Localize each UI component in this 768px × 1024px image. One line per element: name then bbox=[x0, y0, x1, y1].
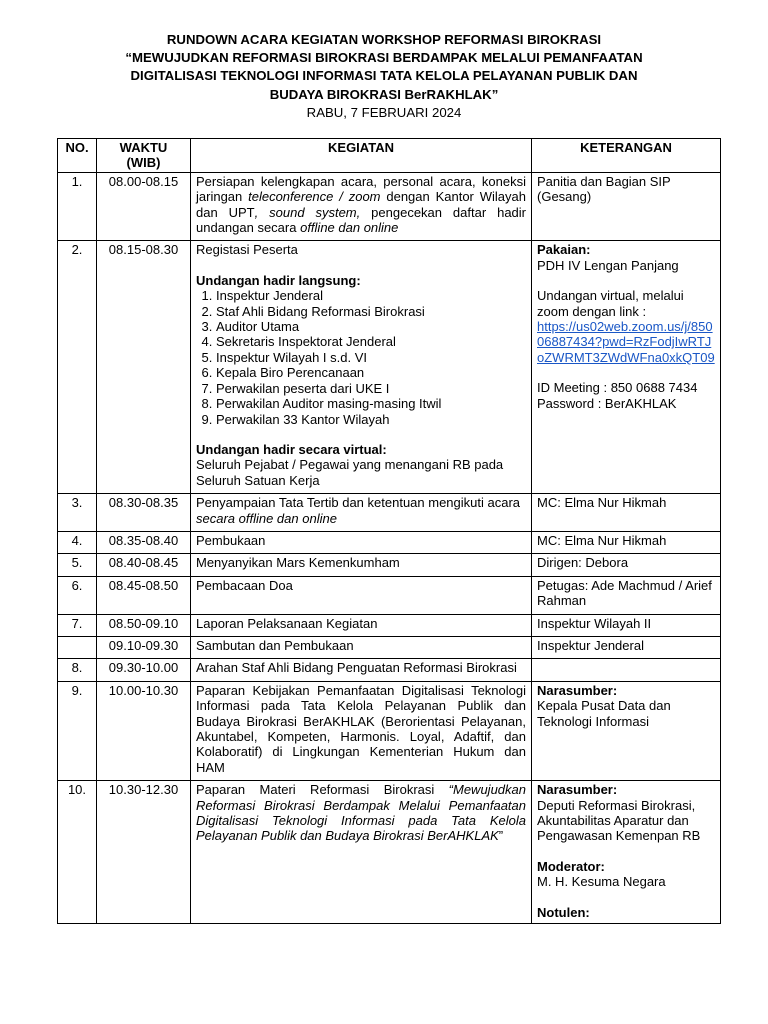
activity-text-italic: offline dan online bbox=[300, 220, 399, 236]
list-item: 8. Perwakilan Auditor masing-masing Itwil bbox=[216, 396, 526, 411]
table-row bbox=[58, 781, 721, 924]
row-note bbox=[532, 681, 721, 780]
activity-text: dengan Kantor Wilayah dan UPT bbox=[196, 189, 526, 220]
header-theme-line-3: BUDAYA BIROKRASI BerRAKHLAK” bbox=[269, 86, 499, 102]
zoom-link[interactable]: https://us02web.zoom.us/j/85006887434?pwd=RzFodjIwRTJoZWRMT3ZWdWFna0xkQT09 bbox=[537, 319, 715, 365]
row-number: 9. bbox=[58, 681, 97, 780]
row-number: 3. bbox=[58, 494, 97, 532]
row-time: 10.00-10.30 bbox=[97, 681, 191, 780]
activity-text-italic: “Mewujudkan Reformasi Birokrasi Berdampak Melalui Pemanfaatan Digitalisasi Teknologi Informasi pada Tata Kelola Pelayanan Publik dan Budaya Birokrasi BerAHKLAK bbox=[196, 782, 526, 844]
row-note bbox=[532, 659, 721, 681]
row-time: 08.15-08.30 bbox=[97, 241, 191, 494]
row-time: 08.00-08.15 bbox=[97, 172, 191, 241]
note-text: Deputi Reformasi Birokrasi, Akuntabilitas Aparatur dan Pengawasan Kemenpan RB bbox=[537, 797, 701, 844]
list-item: 7. Perwakilan peserta dari UKE I bbox=[216, 381, 526, 396]
row-number: 4. bbox=[58, 531, 97, 553]
row-time: 09.30-10.00 bbox=[97, 659, 191, 681]
row-note: Petugas: Ade Machmud / Arief Rahman bbox=[532, 576, 721, 614]
meeting-password: Password : BerAKHLAK bbox=[537, 395, 677, 411]
list-item: 1. Inspektur Jenderal bbox=[216, 288, 526, 303]
row-number: 7. bbox=[58, 614, 97, 636]
list-item: 2. Staf Ahli Bidang Reformasi Birokrasi bbox=[216, 304, 526, 319]
table-row bbox=[58, 576, 721, 614]
list-item: 4. Sekretaris Inspektorat Jenderal bbox=[216, 334, 526, 349]
note-label: Narasumber: bbox=[537, 682, 618, 698]
meeting-id: ID Meeting : 850 0688 7434 bbox=[537, 380, 698, 396]
activity-title: Registasi Peserta bbox=[196, 242, 298, 258]
row-number: 1. bbox=[58, 172, 97, 241]
column-header-no: NO. bbox=[58, 139, 97, 173]
column-header-kegiatan: KEGIATAN bbox=[191, 139, 532, 173]
table-row bbox=[58, 636, 721, 658]
row-number: 8. bbox=[58, 659, 97, 681]
table-row bbox=[58, 172, 721, 241]
table-row bbox=[58, 531, 721, 553]
row-note: Dirigen: Debora bbox=[532, 554, 721, 576]
list-item: 6. Kepala Biro Perencanaan bbox=[216, 365, 526, 380]
note-label: Narasumber: bbox=[537, 782, 618, 798]
list-item: 3. Auditor Utama bbox=[216, 319, 526, 334]
note-label: Moderator: bbox=[537, 858, 605, 874]
row-activity bbox=[191, 494, 532, 532]
table-header-row bbox=[58, 139, 721, 173]
row-activity: Pembukaan bbox=[191, 531, 532, 553]
activity-text: Persiapan kelengkapan acara, personal acara, koneksi jaringan bbox=[196, 173, 526, 205]
row-time: 08.50-09.10 bbox=[97, 614, 191, 636]
row-time: 08.35-08.40 bbox=[97, 531, 191, 553]
note-text: M. H. Kesuma Negara bbox=[537, 874, 666, 890]
row-time: 08.40-08.45 bbox=[97, 554, 191, 576]
activity-text-italic: teleconference / zoom bbox=[248, 189, 381, 205]
header-theme-line-2: DIGITALISASI TEKNOLOGI INFORMASI TATA KELOLA PELAYANAN PUBLIK DAN bbox=[130, 68, 638, 84]
row-activity bbox=[191, 241, 532, 494]
row-note bbox=[532, 241, 721, 494]
row-number bbox=[58, 636, 97, 658]
row-time: 09.10-09.30 bbox=[97, 636, 191, 658]
row-note: MC: Elma Nur Hikmah bbox=[532, 494, 721, 532]
column-header-keterangan: KETERANGAN bbox=[532, 139, 721, 173]
row-note bbox=[532, 781, 721, 924]
table-row bbox=[58, 241, 721, 494]
note-text: Undangan virtual, melalui zoom dengan link : bbox=[537, 288, 684, 319]
table-row bbox=[58, 659, 721, 681]
header-date: RABU, 7 FEBRUARI 2024 bbox=[306, 104, 462, 120]
row-number: 5. bbox=[58, 554, 97, 576]
row-activity: Sambutan dan Pembukaan bbox=[191, 636, 532, 658]
row-note: Inspektur Jenderal bbox=[532, 636, 721, 658]
table-row bbox=[58, 681, 721, 780]
activity-text: Seluruh Pejabat / Pegawai yang menangani RB pada Seluruh Satuan Kerja bbox=[196, 457, 504, 488]
header-title: RUNDOWN ACARA KEGIATAN WORKSHOP REFORMASI BIROKRASI bbox=[166, 32, 602, 47]
row-note: Panitia dan Bagian SIP (Gesang) bbox=[532, 172, 721, 241]
row-activity bbox=[191, 781, 532, 924]
row-note: MC: Elma Nur Hikmah bbox=[532, 531, 721, 553]
row-note: Inspektur Wilayah II bbox=[532, 614, 721, 636]
note-label: Notulen: bbox=[537, 904, 590, 920]
row-activity: Paparan Kebijakan Pemanfaatan Digitalisasi Teknologi Informasi pada Tata Kelola Pelayanan Publik dan Budaya Birokrasi BerAKHLAK (Berorientasi Pelayanan, Akuntabel, Kompeten, Harmonis. Loyal, Adaftif, dan Kolaboratif) di Lingkungan Kementerian Hukum dan HAM bbox=[191, 681, 532, 780]
note-label: Pakaian: bbox=[537, 242, 591, 258]
activity-text-italic: , sound system, bbox=[254, 204, 361, 220]
row-activity: Laporan Pelaksanaan Kegiatan bbox=[191, 614, 532, 636]
table-row bbox=[58, 554, 721, 576]
column-header-waktu: WAKTU (WIB) bbox=[97, 139, 191, 173]
note-text: PDH IV Lengan Panjang bbox=[537, 257, 679, 273]
activity-text: Paparan Materi Reformasi Birokrasi bbox=[196, 782, 449, 798]
activity-subheading: Undangan hadir langsung: bbox=[196, 272, 361, 288]
row-number: 10. bbox=[58, 781, 97, 924]
row-activity: Arahan Staf Ahli Bidang Penguatan Reformasi Birokrasi bbox=[191, 659, 532, 681]
invitee-list bbox=[196, 288, 526, 427]
row-time: 08.30-08.35 bbox=[97, 494, 191, 532]
list-item: 5. Inspektur Wilayah I s.d. VI bbox=[216, 350, 526, 365]
activity-subheading: Undangan hadir secara virtual: bbox=[196, 441, 387, 457]
list-item: 9. Perwakilan 33 Kantor Wilayah bbox=[216, 412, 526, 427]
row-time: 10.30-12.30 bbox=[97, 781, 191, 924]
activity-text: pengecekan daftar hadir undangan secara bbox=[196, 204, 526, 236]
table-row bbox=[58, 614, 721, 636]
row-activity: Menyanyikan Mars Kemenkumham bbox=[191, 554, 532, 576]
row-activity bbox=[191, 172, 532, 241]
note-text: Kepala Pusat Data dan Teknologi Informasi bbox=[537, 698, 671, 729]
activity-text-italic: secara offline dan online bbox=[196, 510, 337, 526]
document-header bbox=[0, 31, 768, 122]
row-number: 6. bbox=[58, 576, 97, 614]
activity-text: ” bbox=[498, 828, 504, 844]
activity-text: Penyampaian Tata Tertib dan ketentuan mengikuti acara bbox=[196, 495, 521, 511]
table-row bbox=[58, 494, 721, 532]
rundown-table bbox=[57, 138, 721, 924]
row-time: 08.45-08.50 bbox=[97, 576, 191, 614]
header-theme-line-1: “MEWUJUDKAN REFORMASI BIROKRASI BERDAMPAK MELALUI PEMANFAATAN bbox=[125, 50, 643, 66]
row-number: 2. bbox=[58, 241, 97, 494]
row-activity: Pembacaan Doa bbox=[191, 576, 532, 614]
